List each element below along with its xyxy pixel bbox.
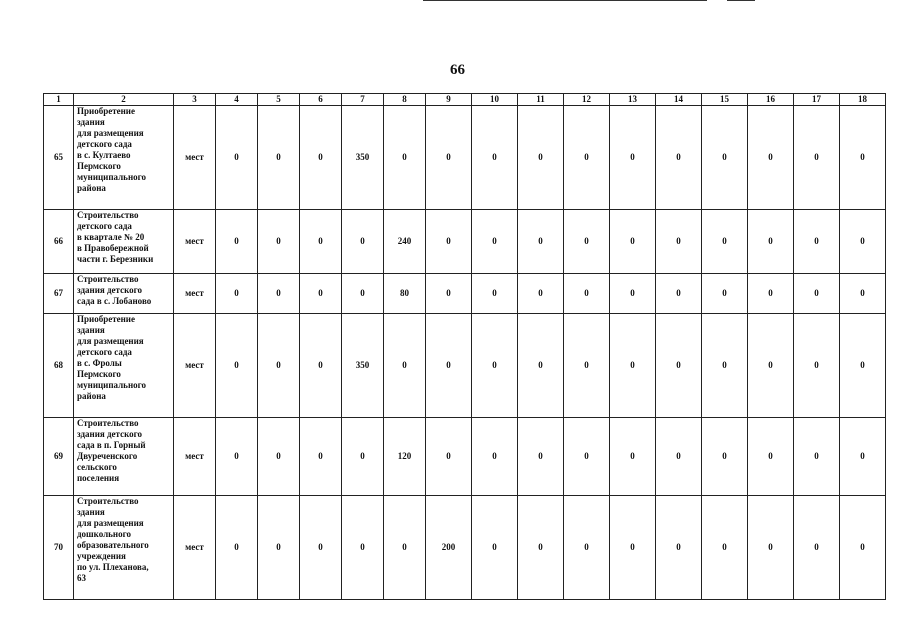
column-header: 10	[472, 94, 518, 106]
column-header: 9	[426, 94, 472, 106]
value-cell: 0	[472, 106, 518, 210]
scan-edge-line	[423, 0, 707, 1]
table-row	[44, 274, 886, 314]
column-header: 12	[564, 94, 610, 106]
value-cell: 0	[342, 210, 384, 274]
value-cell: 0	[564, 274, 610, 314]
column-header: 15	[702, 94, 748, 106]
value-cell: 0	[472, 274, 518, 314]
value-cell: 0	[258, 210, 300, 274]
value-cell: 0	[384, 106, 426, 210]
column-header: 1	[44, 94, 74, 106]
value-cell: 0	[426, 106, 472, 210]
column-header: 7	[342, 94, 384, 106]
value-cell: 350	[342, 314, 384, 418]
value-cell: 0	[840, 106, 886, 210]
value-cell: 0	[216, 210, 258, 274]
value-cell: 0	[610, 106, 656, 210]
value-cell: 0	[794, 210, 840, 274]
value-cell: 0	[564, 418, 610, 496]
value-cell: 0	[748, 496, 794, 600]
object-name: Приобретение здания для размещения детского сада в с. Култаево Пермского муниципального района	[74, 106, 174, 210]
value-cell: 0	[518, 496, 564, 600]
value-cell: 240	[384, 210, 426, 274]
value-cell: 0	[384, 496, 426, 600]
value-cell: 0	[840, 274, 886, 314]
value-cell: 0	[794, 496, 840, 600]
unit-cell: мест	[174, 418, 216, 496]
value-cell: 0	[426, 210, 472, 274]
value-cell: 0	[702, 496, 748, 600]
value-cell: 0	[518, 274, 564, 314]
value-cell: 0	[426, 418, 472, 496]
row-number: 69	[44, 418, 74, 496]
value-cell: 0	[300, 314, 342, 418]
table-body	[44, 106, 886, 600]
value-cell: 0	[794, 314, 840, 418]
value-cell: 0	[748, 106, 794, 210]
value-cell: 0	[702, 274, 748, 314]
column-header: 6	[300, 94, 342, 106]
column-header: 5	[258, 94, 300, 106]
value-cell: 0	[702, 314, 748, 418]
value-cell: 0	[564, 106, 610, 210]
value-cell: 0	[794, 418, 840, 496]
value-cell: 0	[656, 106, 702, 210]
row-number: 68	[44, 314, 74, 418]
column-header: 16	[748, 94, 794, 106]
column-header: 13	[610, 94, 656, 106]
object-name: Строительство здания детского сада в п. Горный Двуреченского сельского поселения	[74, 418, 174, 496]
value-cell: 0	[300, 274, 342, 314]
value-cell: 0	[258, 274, 300, 314]
unit-cell: мест	[174, 210, 216, 274]
unit-cell: мест	[174, 274, 216, 314]
value-cell: 0	[472, 496, 518, 600]
row-number: 65	[44, 106, 74, 210]
value-cell: 0	[258, 314, 300, 418]
column-header: 3	[174, 94, 216, 106]
value-cell: 0	[518, 418, 564, 496]
value-cell: 0	[656, 274, 702, 314]
value-cell: 0	[748, 314, 794, 418]
value-cell: 0	[840, 496, 886, 600]
value-cell: 0	[840, 418, 886, 496]
value-cell: 0	[656, 418, 702, 496]
value-cell: 0	[472, 418, 518, 496]
object-name: Строительство здания для размещения дошкольного образовательного учреждения по ул. Плеханова, 63	[74, 496, 174, 600]
value-cell: 0	[702, 106, 748, 210]
object-name: Строительство здания детского сада в с. Лобаново	[74, 274, 174, 314]
value-cell: 0	[564, 210, 610, 274]
column-header: 17	[794, 94, 840, 106]
value-cell: 0	[300, 210, 342, 274]
value-cell: 0	[300, 418, 342, 496]
column-header: 8	[384, 94, 426, 106]
value-cell: 0	[518, 314, 564, 418]
row-number: 70	[44, 496, 74, 600]
value-cell: 0	[702, 418, 748, 496]
column-header: 18	[840, 94, 886, 106]
value-cell: 0	[840, 210, 886, 274]
unit-cell: мест	[174, 314, 216, 418]
value-cell: 0	[840, 314, 886, 418]
value-cell: 0	[342, 418, 384, 496]
value-cell: 0	[748, 274, 794, 314]
unit-cell: мест	[174, 106, 216, 210]
value-cell: 0	[564, 496, 610, 600]
value-cell: 0	[656, 210, 702, 274]
column-header: 4	[216, 94, 258, 106]
table-row	[44, 418, 886, 496]
value-cell: 0	[426, 274, 472, 314]
value-cell: 0	[610, 210, 656, 274]
value-cell: 350	[342, 106, 384, 210]
value-cell: 0	[610, 496, 656, 600]
value-cell: 0	[748, 418, 794, 496]
value-cell: 0	[656, 314, 702, 418]
table-row	[44, 106, 886, 210]
value-cell: 0	[300, 496, 342, 600]
data-table	[43, 93, 886, 600]
value-cell: 0	[258, 418, 300, 496]
table-row	[44, 210, 886, 274]
page-number: 66	[450, 62, 465, 78]
value-cell: 0	[342, 496, 384, 600]
value-cell: 0	[610, 418, 656, 496]
value-cell: 0	[216, 106, 258, 210]
value-cell: 0	[384, 314, 426, 418]
value-cell: 0	[342, 274, 384, 314]
value-cell: 0	[748, 210, 794, 274]
row-number: 66	[44, 210, 74, 274]
value-cell: 0	[794, 274, 840, 314]
value-cell: 0	[564, 314, 610, 418]
scan-edge-line	[727, 0, 755, 1]
value-cell: 0	[426, 314, 472, 418]
value-cell: 0	[216, 496, 258, 600]
header-row	[44, 94, 886, 106]
value-cell: 0	[610, 274, 656, 314]
value-cell: 0	[216, 418, 258, 496]
value-cell: 0	[518, 106, 564, 210]
value-cell: 0	[258, 106, 300, 210]
value-cell: 0	[794, 106, 840, 210]
unit-cell: мест	[174, 496, 216, 600]
value-cell: 80	[384, 274, 426, 314]
value-cell: 0	[216, 274, 258, 314]
value-cell: 0	[518, 210, 564, 274]
value-cell: 0	[472, 314, 518, 418]
column-header: 11	[518, 94, 564, 106]
object-name: Строительство детского сада в квартале № 20 в Правобережной части г. Березники	[74, 210, 174, 274]
value-cell: 0	[300, 106, 342, 210]
column-header: 14	[656, 94, 702, 106]
value-cell: 0	[258, 496, 300, 600]
object-name: Приобретение здания для размещения детского сада в с. Фролы Пермского муниципального района	[74, 314, 174, 418]
column-header: 2	[74, 94, 174, 106]
value-cell: 0	[656, 496, 702, 600]
table-row	[44, 314, 886, 418]
value-cell: 0	[702, 210, 748, 274]
value-cell: 200	[426, 496, 472, 600]
table-row	[44, 496, 886, 600]
value-cell: 0	[610, 314, 656, 418]
value-cell: 120	[384, 418, 426, 496]
row-number: 67	[44, 274, 74, 314]
value-cell: 0	[216, 314, 258, 418]
value-cell: 0	[472, 210, 518, 274]
